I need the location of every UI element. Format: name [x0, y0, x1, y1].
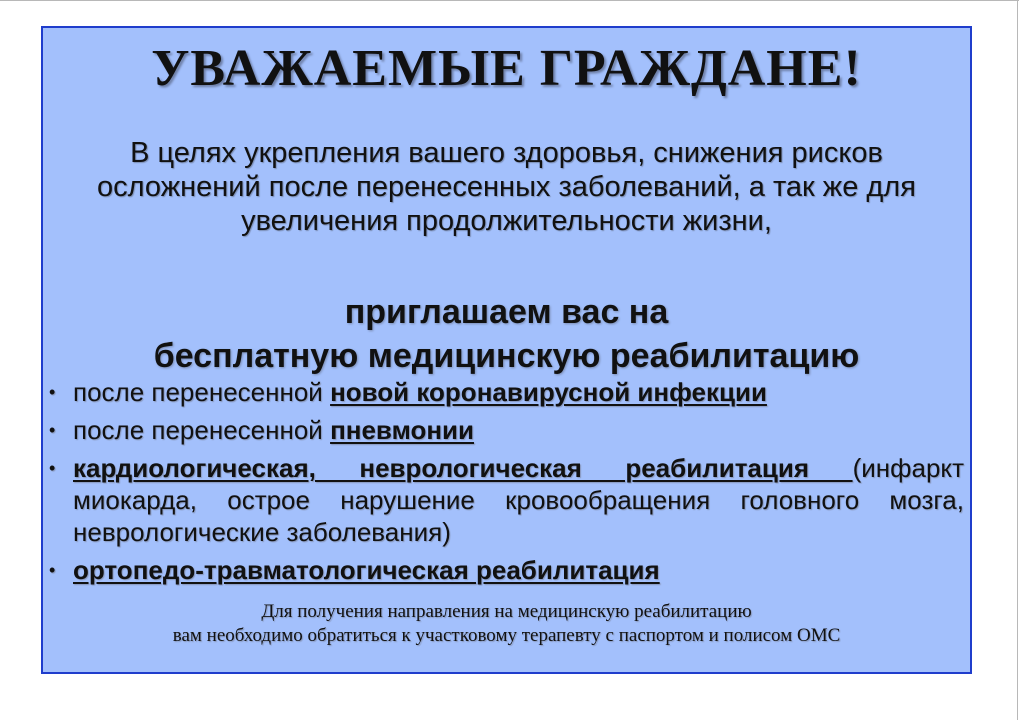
list-item-prefix: после перенесенной: [73, 377, 331, 407]
invitation-line-1: приглашаем вас на: [344, 293, 669, 331]
bullet-icon: •: [49, 420, 56, 440]
list-item-emphasis: новой коронавирусной инфекции: [330, 377, 767, 407]
rehabilitation-list: [43, 376, 964, 592]
list-item-covid: [43, 376, 964, 408]
invitation-line-2: бесплатную медицинскую реабилитацию: [153, 337, 860, 375]
invitation: [43, 290, 970, 378]
poster-title: УВАЖАЕМЫЕ ГРАЖДАНЕ!: [151, 40, 862, 97]
list-item-emphasis: ортопедо-травматологическая реабилитация: [73, 555, 660, 585]
list-item-pneumonia: [43, 414, 964, 446]
referral-note-line-2: вам необходимо обратиться к участковому терапевту с паспортом и полисом ОМС: [172, 625, 841, 646]
intro-text: В целях укрепления вашего здоровья, снижения рисков осложнений после перенесенных заболеваний, а так же для увеличения продолжительности жизни,: [97, 137, 916, 237]
bullet-icon: •: [49, 560, 56, 580]
bullet-icon: •: [49, 458, 56, 478]
announcement-poster: [41, 26, 972, 674]
list-item-emphasis: пневмонии: [330, 415, 475, 445]
list-item-suffix: (инфаркт миокарда, острое нарушение кровообращения головного мозга, неврологические заболевания): [73, 453, 964, 547]
bullet-icon: •: [49, 382, 56, 402]
referral-note: [43, 600, 970, 648]
list-item-prefix: после перенесенной: [73, 415, 331, 445]
right-rule: [1017, 0, 1018, 720]
top-rule: [0, 0, 1019, 1]
list-item-emphasis: кардиологическая, неврологическая реабилитация: [73, 453, 853, 483]
list-item-orthopedic: [43, 554, 964, 586]
referral-note-line-1: Для получения направления на медицинскую реабилитацию: [261, 601, 752, 622]
list-item-cardio-neuro: [43, 452, 964, 548]
